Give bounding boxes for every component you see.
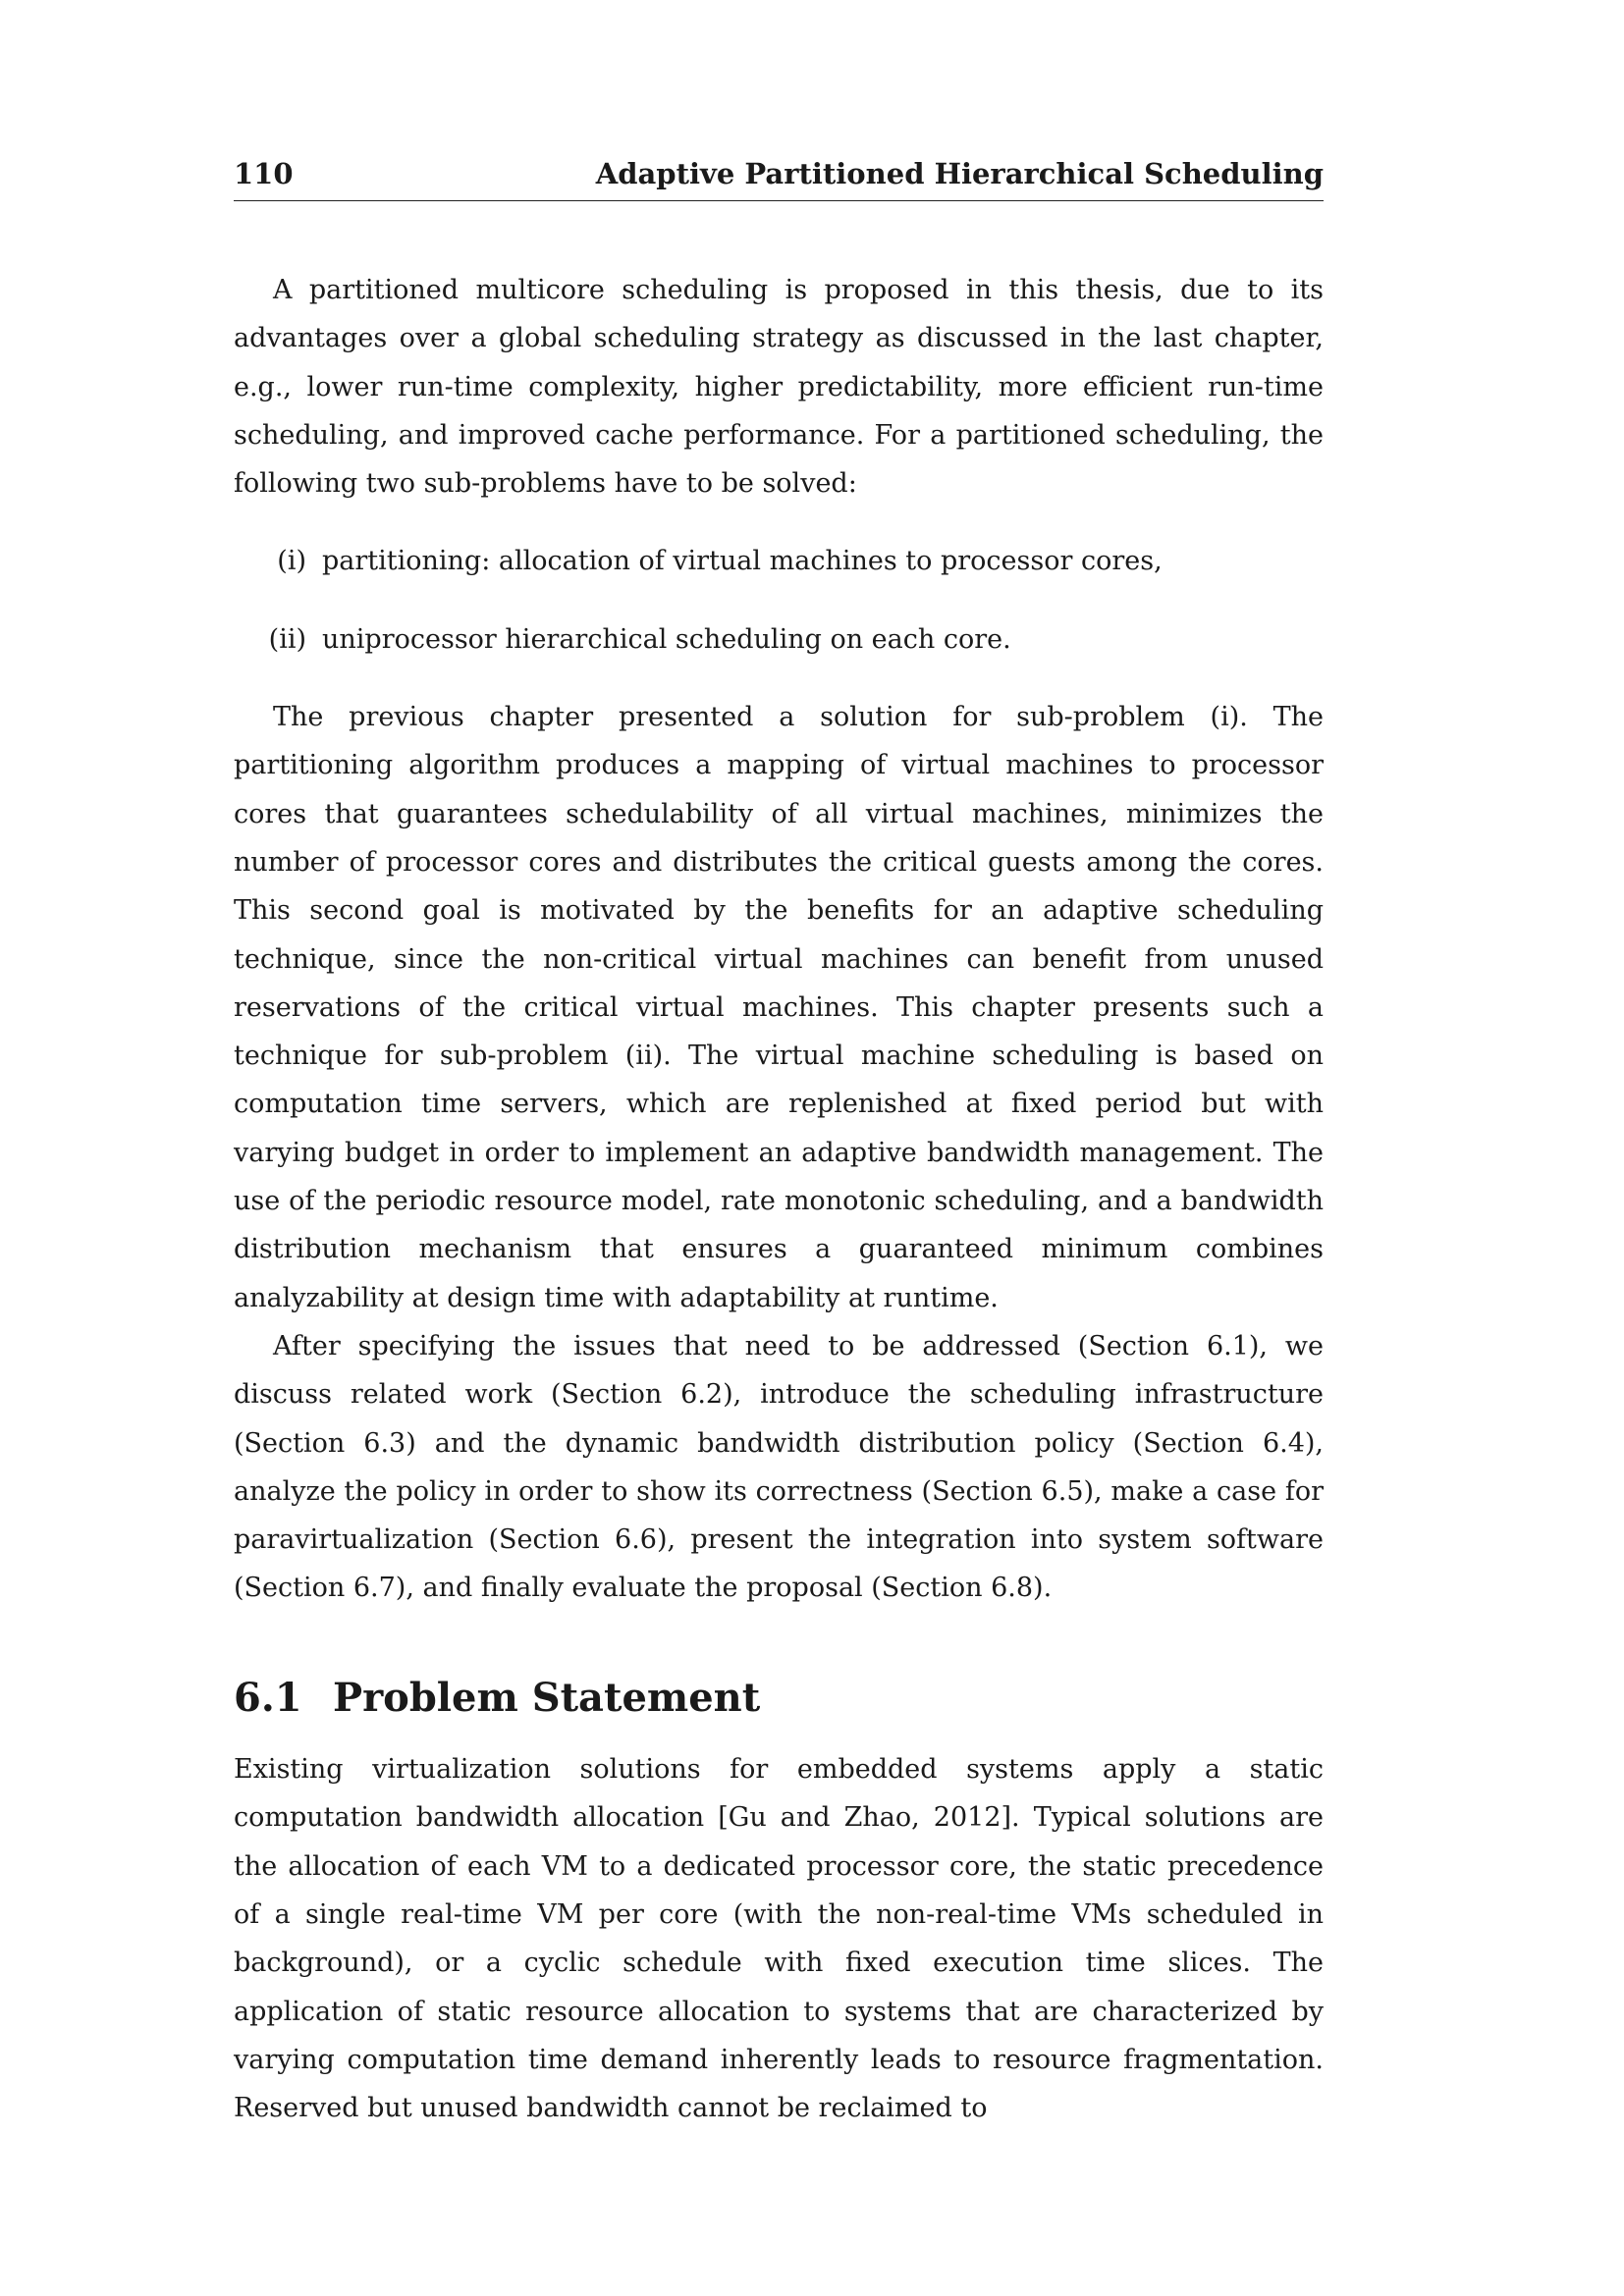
section-heading (234, 1674, 1324, 1722)
list-item-text: partitioning: allocation of virtual machines to processor cores, (322, 546, 1163, 577)
section-number: 6.1 (234, 1674, 302, 1721)
list-item (234, 537, 1324, 585)
problem-statement-paragraph: Existing virtualization solutions for embedded systems apply a static computation bandwidth allocation [Gu and Zhao, 2012]. Typical solutions are the allocation of each VM to a dedicated processor core, the static precedence of a single real-time VM per core (with the non-real-time VMs scheduled in background), or a cyclic schedule with fixed execution time slices. The application of static resource allocation to systems that are characterized by varying computation time demand inherently leads to resource fragmentation. Reserved but unused bandwidth cannot be reclaimed to (234, 1754, 1324, 2124)
running-header (234, 157, 1324, 201)
running-title: Adaptive Partitioned Hierarchical Scheduling (595, 157, 1324, 190)
outline-paragraph: After specifying the issues that need to be addressed (Section 6.1), we discuss related work (Section 6.2), introduce the scheduling infrastructure (Section 6.3) and the dynamic bandwidth distribution policy (Section 6.4), analyze the policy in order to show its correctness (Section 6.5), make a case for paravirtualization (Section 6.6), present the integration into system software (Section 6.7), and finally evaluate the proposal (Section 6.8). (234, 1330, 1324, 1604)
previous-chapter-paragraph: The previous chapter presented a solution for sub-problem (i). The partitioning algorithm produces a mapping of virtual machines to processor cores that guarantees schedulability of all virtual machines, minimizes the number of processor cores and distributes the critical guests among the cores. This second goal is motivated by the benefits for an adaptive scheduling technique, since the non-critical virtual machines can benefit from unused reservations of the critical virtual machines. This chapter presents such a technique for sub-problem (ii). The virtual machine scheduling is based on computation time servers, which are replenished at fixed period but with varying budget in order to implement an adaptive bandwidth management. The use of the periodic resource model, rate monotonic scheduling, and a bandwidth distribution mechanism that ensures a guaranteed minimum combines analyzability at design time with adaptability at runtime. (234, 702, 1324, 1313)
list-item-label: (ii) (268, 623, 306, 655)
intro-paragraph: A partitioned multicore scheduling is proposed in this thesis, due to its advantages over a global scheduling strategy as discussed in the last chapter, e.g., lower run-time complexity, higher predictability, more efficient run-time scheduling, and improved cache performance. For a partitioned scheduling, the following two sub-problems have to be solved: (234, 275, 1324, 500)
sub-problem-list (234, 537, 1324, 664)
list-item-text: uniprocessor hierarchical scheduling on each core. (322, 623, 1011, 655)
section-title: Problem Statement (333, 1674, 761, 1721)
page-number: 110 (234, 157, 294, 190)
body-text (234, 266, 1324, 2132)
list-item-label: (i) (277, 546, 306, 577)
list-item (234, 615, 1324, 664)
page (234, 157, 1324, 2132)
